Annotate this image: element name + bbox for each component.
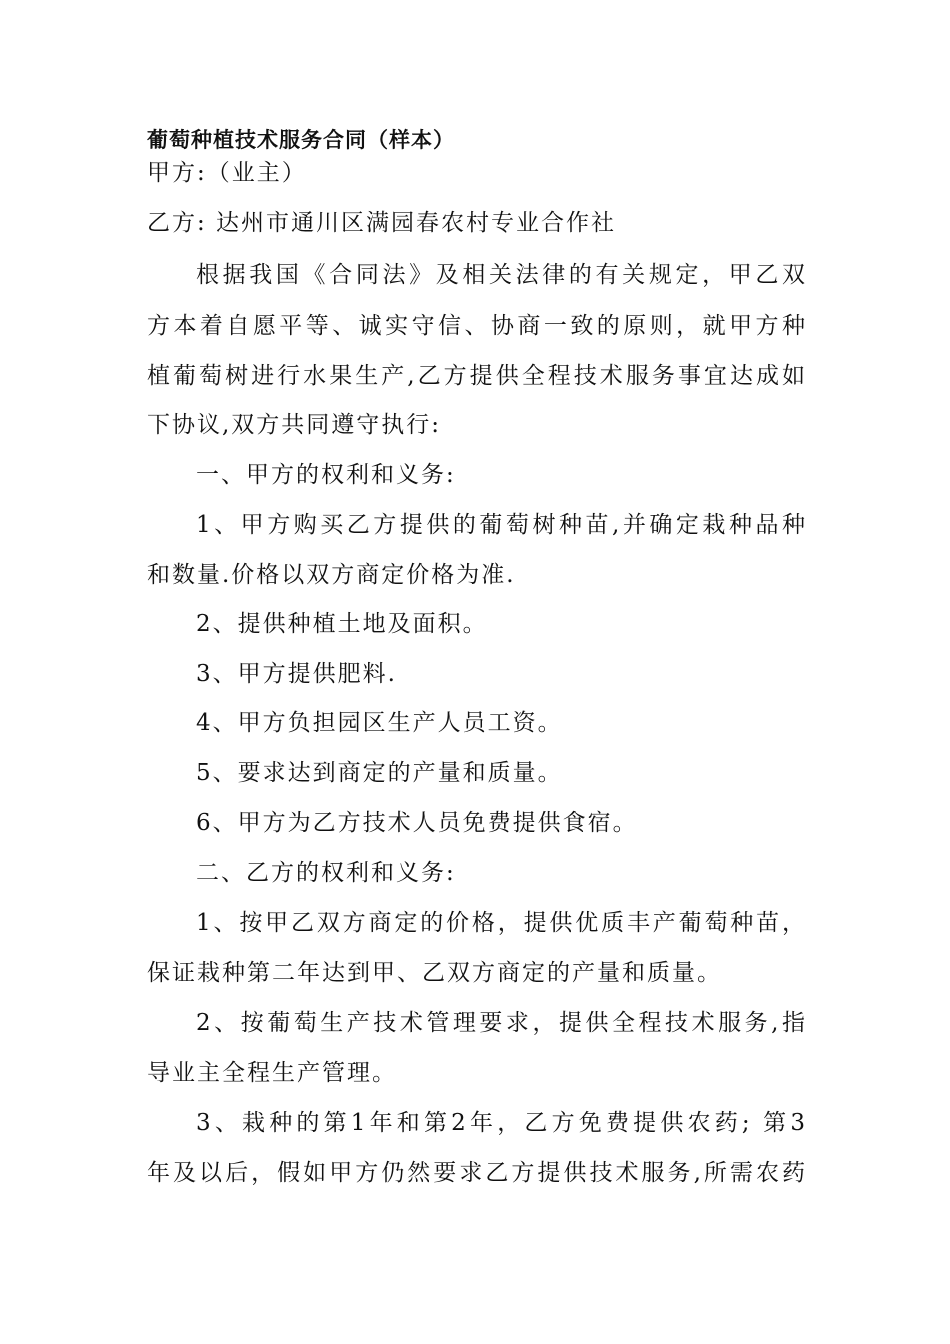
party-b-line: 乙方: 达州市通川区满园春农村专业合作社 — [147, 210, 617, 236]
intro-line-3: 植葡萄树进行水果生产,乙方提供全程技术服务事宜达成如 — [147, 363, 807, 389]
party-a-line: 甲方:（业主） — [147, 160, 307, 186]
section-1-item-1-line-1: 1、甲方购买乙方提供的葡萄树种苗,并确定栽种品种 — [196, 512, 807, 538]
section-1-item-6: 6、甲方为乙方技术人员免费提供食宿。 — [196, 810, 638, 836]
section-1-item-1-line-2: 和数量.价格以双方商定价格为准. — [147, 562, 516, 588]
section-1-item-3: 3、甲方提供肥料. — [196, 661, 397, 687]
section-2-item-3-line-2: 年及以后，假如甲方仍然要求乙方提供技术服务,所需农药 — [147, 1160, 807, 1186]
document-title: 葡萄种植技术服务合同（样本） — [147, 127, 455, 152]
intro-line-2: 方本着自愿平等、诚实守信、协商一致的原则，就甲方种 — [147, 313, 807, 339]
section-2-item-3-line-1: 3、栽种的第1年和第2年，乙方免费提供农药; 第3 — [196, 1110, 807, 1136]
section-2-item-2-line-2: 导业主全程生产管理。 — [147, 1060, 397, 1086]
section-1-heading: 一、甲方的权利和义务: — [196, 462, 456, 488]
section-1-item-4: 4、甲方负担园区生产人员工资。 — [196, 710, 563, 736]
section-1-item-5: 5、要求达到商定的产量和质量。 — [196, 760, 563, 786]
section-2-item-1-line-2: 保证栽种第二年达到甲、乙双方商定的产量和质量。 — [147, 960, 722, 986]
section-2-item-2-line-1: 2、按葡萄生产技术管理要求，提供全程技术服务,指 — [196, 1010, 807, 1036]
section-1-item-2: 2、提供种植土地及面积。 — [196, 611, 488, 637]
section-2-heading: 二、乙方的权利和义务: — [196, 860, 456, 886]
intro-line-1: 根据我国《合同法》及相关法律的有关规定，甲乙双 — [196, 262, 807, 288]
intro-line-4: 下协议,双方共同遵守执行: — [147, 412, 442, 438]
section-2-item-1-line-1: 1、按甲乙双方商定的价格，提供优质丰产葡萄种苗， — [196, 910, 807, 936]
